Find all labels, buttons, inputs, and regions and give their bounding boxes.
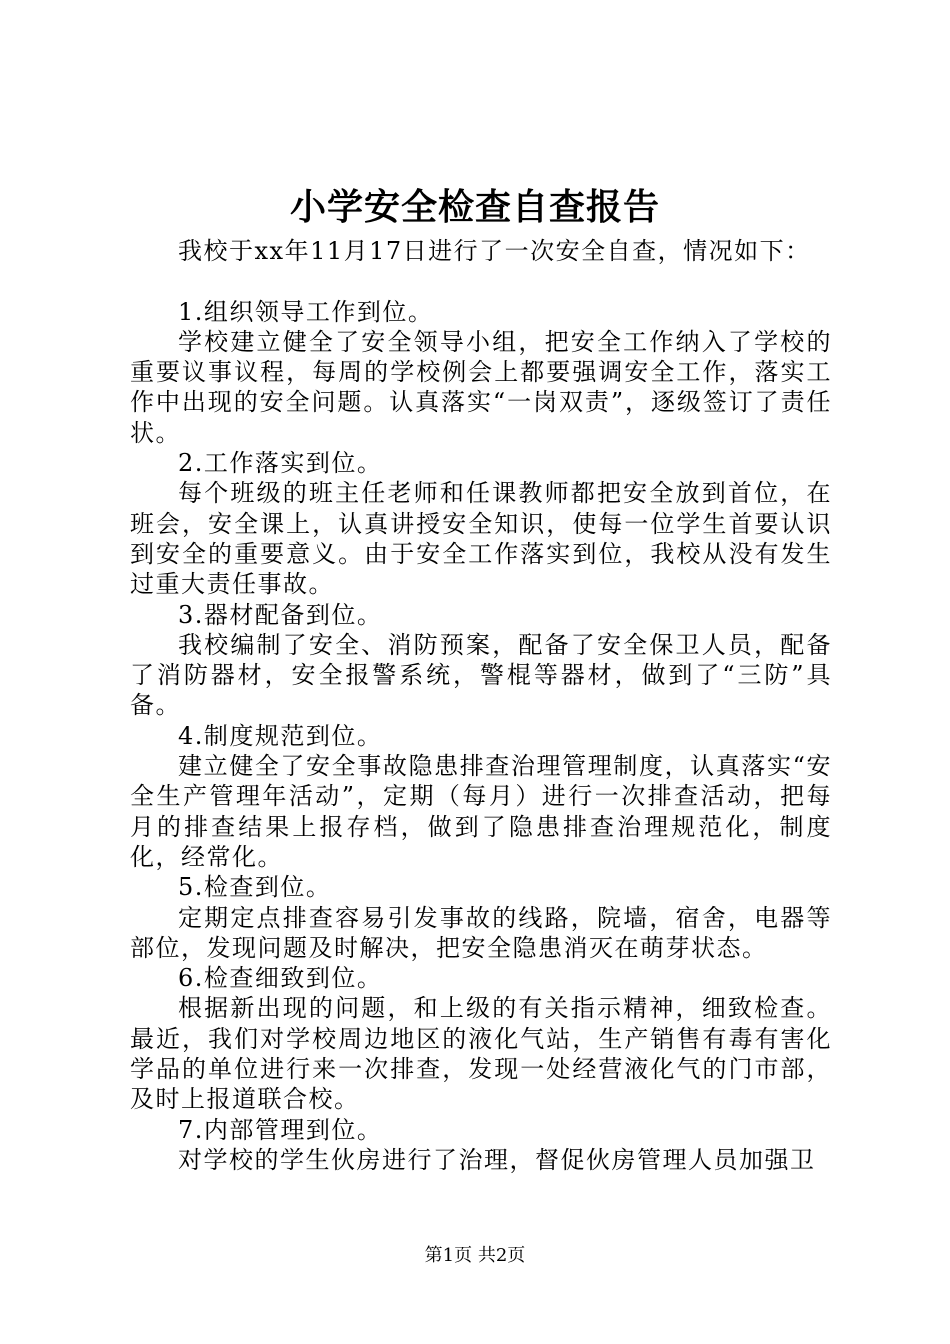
section-paragraph: 根据新出现的问题，和上级的有关指示精神，细致检查。最近，我们对学校周边地区的液化气站，生产销售有毒有害化学品的单位进行来一次排查，发现一处经营液化气的门市部，及时上报道联合校。 xyxy=(130,994,832,1114)
section-heading: 2.工作落实到位。 xyxy=(178,449,383,478)
section-heading: 3.器材配备到位。 xyxy=(178,600,383,629)
intro-paragraph: 我校于xx年11月17日进行了一次安全自查，情况如下： xyxy=(178,237,811,265)
section-paragraph: 学校建立健全了安全领导小组，把安全工作纳入了学校的重要议事议程，每周的学校例会上都要强调安全工作，落实工作中出现的安全问题。认真落实“一岗双责”，逐级签订了责任状。 xyxy=(130,327,832,447)
section-heading: 7.内部管理到位。 xyxy=(178,1115,383,1144)
document-body xyxy=(130,236,832,1175)
page-number-footer: 第1页 共2页 xyxy=(424,1245,526,1266)
section-paragraph: 每个班级的班主任老师和任课教师都把安全放到首位，在班会，安全课上，认真讲授安全知识，使每一位学生首要认识到安全的重要意义。由于安全工作落实到位，我校从没有发生过重大责任事故。 xyxy=(130,479,832,599)
section-heading: 4.制度规范到位。 xyxy=(178,721,383,750)
blank-line xyxy=(130,266,832,296)
section-paragraph: 定期定点排查容易引发事故的线路，院墙，宿舍，电器等部位，发现问题及时解决，把安全隐患消灭在萌芽状态。 xyxy=(130,903,832,962)
section-paragraph: 对学校的学生伙房进行了治理，督促伙房管理人员加强卫 xyxy=(178,1145,816,1174)
section-heading: 1.组织领导工作到位。 xyxy=(178,297,434,326)
section-heading: 5.检查到位。 xyxy=(178,873,332,902)
section-heading: 6.检查细致到位。 xyxy=(178,964,383,993)
document-title: 小学安全检查自查报告 xyxy=(289,186,660,228)
section-paragraph: 建立健全了安全事故隐患排查治理管理制度，认真落实“安全生产管理年活动”，定期（每月）进行一次排查活动，把每月的排查结果上报存档，做到了隐患排查治理规范化，制度化，经常化。 xyxy=(130,752,832,871)
section-paragraph: 我校编制了安全、消防预案，配备了安全保卫人员，配备了消防器材，安全报警系统，警棍等器材，做到了“三防”具备。 xyxy=(130,630,832,720)
